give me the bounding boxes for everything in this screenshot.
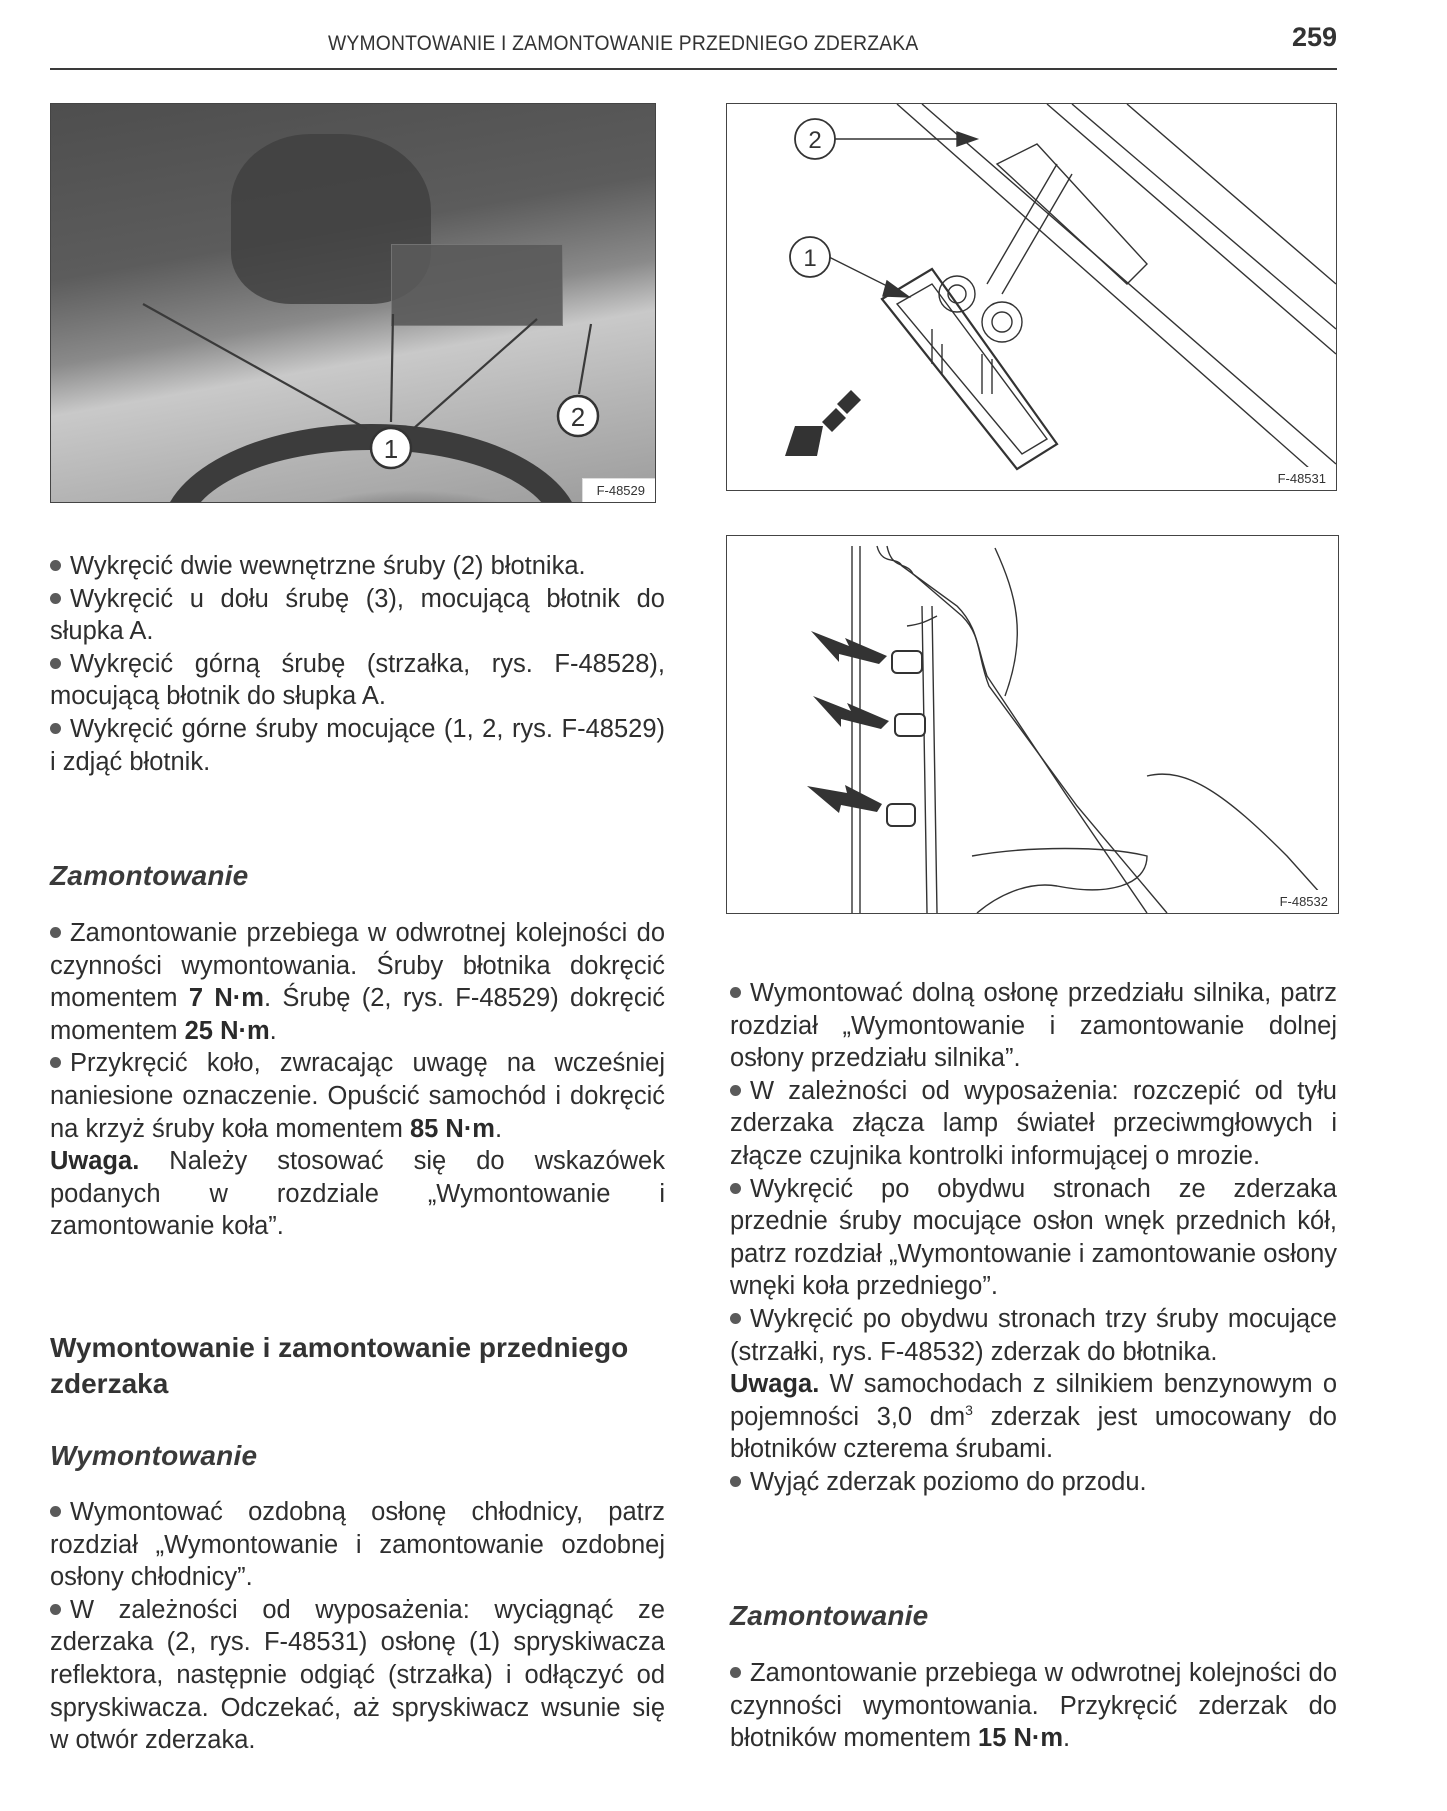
torque-value: 85 N·m — [409, 1114, 495, 1143]
note-label: Uwaga. — [730, 1370, 820, 1399]
list-item: Wykręcić u dołu śrubę (3), mocującą błotnik do słupka A. — [50, 584, 665, 646]
subheading-install: Zamontowanie — [50, 860, 249, 891]
bullet-icon — [50, 593, 61, 604]
bullet-icon — [50, 723, 61, 734]
list-item: Wymontować ozdobną osłonę chłodnicy, patrz rozdział „Wymontowanie i zamontowanie ozdobnej osłony chłodnicy”. — [50, 1498, 665, 1592]
torque-value: 25 N·m — [184, 1016, 270, 1045]
bullet-icon — [50, 1057, 61, 1068]
left-column-fender-steps — [50, 550, 665, 778]
left-column-install-steps — [50, 917, 665, 1243]
subheading-remove: Wymontowanie — [50, 1440, 258, 1471]
svg-text:1: 1 — [383, 434, 399, 464]
bullet-icon — [730, 1667, 741, 1678]
bullet-icon — [730, 1476, 741, 1487]
list-item: Wykręcić górną śrubę (strzałka, rys. F-48528), mocującą błotnik do słupka A. — [50, 649, 665, 711]
callout-1-icon — [371, 428, 411, 468]
list-item: Zamontowanie przebiega w odwrotnej kolejności do czynności wymontowania. Śruby błotnika dokręcić momentem 7 N·m. Śrubę (2, rys. F-48529) dokręcić momentem 25 N·m. — [50, 919, 665, 1045]
list-item: Wyjąć zderzak poziomo do przodu. — [730, 1466, 1337, 1499]
right-column-install-steps — [730, 1657, 1337, 1755]
figure-label: F-48529 — [582, 478, 655, 502]
note: Uwaga. Należy stosować się do wskazówek podanych w rozdziale „Wymontowanie i zamontowanie koła”. — [50, 1147, 665, 1241]
list-item: Przykręcić koło, zwracając uwagę na wcześniej naniesione oznaczenie. Opuścić samochód i dokręcić na krzyż śruby koła momentem 85 N·m. — [50, 1049, 665, 1143]
bullet-icon — [730, 1183, 741, 1194]
callout-2-icon — [558, 396, 598, 436]
figure-bumper-fender-bolts-diagram — [726, 535, 1339, 914]
list-item: Zamontowanie przebiega w odwrotnej kolejności do czynności wymontowania. Przykręcić zderzak do błotników momentem 15 N·m. — [730, 1659, 1337, 1753]
list-item: Wykręcić po obydwu stronach trzy śruby mocujące (strzałki, rys. F-48532) zderzak do błotnika. — [730, 1304, 1337, 1366]
bullet-icon — [50, 1604, 61, 1615]
page-number: 259 — [1291, 22, 1337, 52]
svg-text:2: 2 — [570, 402, 586, 432]
section-bumper — [50, 1330, 665, 1402]
note-label: Uwaga. — [50, 1147, 140, 1176]
figure-label: F-48531 — [1268, 467, 1336, 490]
photo-callout-overlay — [51, 104, 655, 502]
bumper-fender-drawing — [727, 536, 1338, 913]
bullet-icon — [730, 987, 741, 998]
running-title: WYMONTOWANIE I ZAMONTOWANIE PRZEDNIEGO ZDERZAKA — [328, 32, 919, 55]
list-item: Wykręcić górne śruby mocujące (1, 2, rys. F-48529) i zdjąć błotnik. — [50, 714, 665, 776]
bolt-arrow-icon — [807, 631, 889, 813]
callout-1-icon — [790, 237, 830, 277]
remove-direction-arrow-icon — [785, 390, 861, 456]
torque-value: 7 N·m — [188, 984, 264, 1013]
note: Uwaga. W samochodach z silnikiem benzynowym o pojemności 3,0 $dm^3$ zderzak jest umocowany do błotników czterema śrubami. — [730, 1370, 1337, 1464]
list-item: Wymontować dolną osłonę przedziału silnika, patrz rozdział „Wymontowanie i zamontowanie dolnej osłony przedziału silnika”. — [730, 979, 1337, 1073]
right-column-remove-steps — [730, 977, 1337, 1499]
bullet-icon — [730, 1085, 741, 1096]
list-item: W zależności od wyposażenia: rozczepić od tyłu zderzaka złącza lamp świateł przeciwmgłowych i złącze czujnika kontrolki informującej o mrozie. — [730, 1076, 1337, 1170]
bullet-icon — [50, 560, 61, 571]
left-column-remove — [50, 1440, 665, 1472]
section-title: Wymontowanie i zamontowanie przedniego zderzaka — [50, 1332, 629, 1399]
left-column-remove-steps — [50, 1496, 665, 1757]
torque-value: 15 N·m — [978, 1724, 1064, 1753]
bullet-icon — [50, 927, 61, 938]
figure-photo-fender-bolts — [50, 103, 656, 503]
bullet-icon — [730, 1313, 741, 1324]
left-column-install — [50, 860, 665, 892]
list-item: Wykręcić po obydwu stronach ze zderzaka przednie śruby mocujące osłon wnęk przednich kół, patrz rozdział „Wymontowanie i zamontowanie osłony wnęki koła przedniego”. — [730, 1174, 1337, 1301]
bullet-icon — [50, 1506, 61, 1517]
svg-text:1: 1 — [803, 245, 817, 272]
svg-text:2: 2 — [808, 127, 822, 154]
page-header — [50, 22, 1337, 70]
figure-label: F-48532 — [1270, 890, 1338, 913]
list-item: W zależności od wyposażenia: wyciągnąć ze zderzaka (2, rys. F-48531) osłonę (1) spryskiwacza reflektora, następnie odgiąć (strzałka) i odłączyć od spryskiwacza. Odczekać, aż spryskiwacz wsunie się w otwór zderzaka. — [50, 1595, 665, 1755]
subheading-install: Zamontowanie — [730, 1600, 929, 1631]
bullet-icon — [50, 658, 61, 669]
list-item: Wykręcić dwie wewnętrzne śruby (2) błotnika. — [50, 550, 665, 583]
figure-washer-cover-diagram — [726, 103, 1337, 491]
right-column-install — [730, 1600, 1337, 1632]
washer-cover-drawing — [727, 104, 1336, 490]
callout-2-icon — [795, 119, 835, 159]
